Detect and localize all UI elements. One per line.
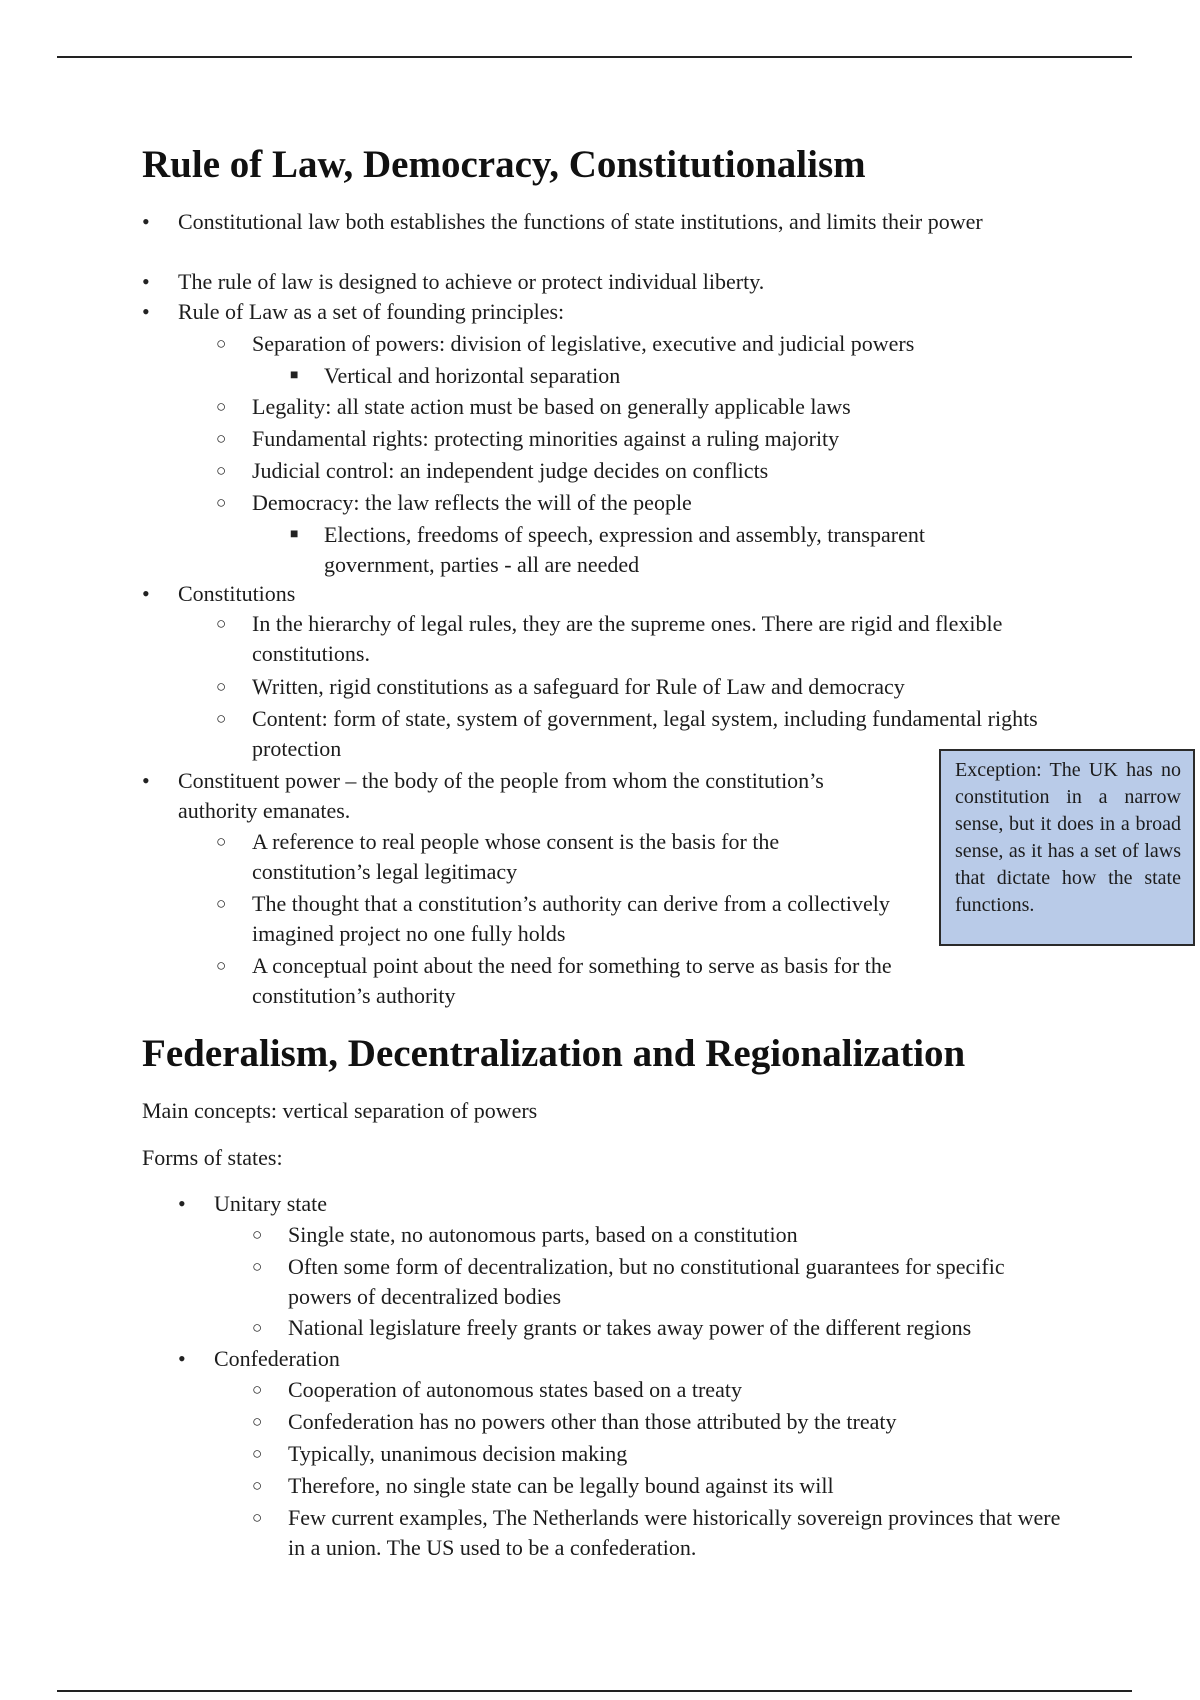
circle-marker: ○ [252, 1257, 263, 1276]
list-item: Confederation [214, 1346, 340, 1371]
circle-marker: ○ [252, 1508, 263, 1527]
list-item: Written, rigid constitutions as a safeguard for Rule of Law and democracy [252, 674, 905, 699]
section-title-rule-of-law: Rule of Law, Democracy, Constitutionalism [142, 143, 866, 186]
list-item: Often some form of decentralization, but no constitutional guarantees for specific powers of decentralized bodies [288, 1254, 1005, 1309]
list-item: Single state, no autonomous parts, based on a constitution [288, 1222, 798, 1247]
main-concepts-text: Main concepts: vertical separation of powers [142, 1098, 538, 1123]
square-marker: ■ [290, 527, 299, 542]
list-item: Therefore, no single state can be legally bound against its will [288, 1473, 834, 1498]
circle-marker: ○ [252, 1380, 263, 1399]
list-item: Fundamental rights: protecting minorities against a ruling majority [252, 426, 840, 451]
list-item: A reference to real people whose consent is the basis for the constitution’s legal legitimacy [252, 829, 780, 884]
list-item: In the hierarchy of legal rules, they are the supreme ones. There are rigid and flexible constitutions. [252, 611, 1003, 666]
footer-rule [57, 1690, 1132, 1692]
list-item: Content: form of state, system of government, legal system, including fundamental rights protection [252, 706, 1038, 761]
circle-marker: ○ [216, 334, 227, 353]
circle-marker: ○ [252, 1412, 263, 1431]
list-item: Judicial control: an independent judge decides on conflicts [252, 458, 769, 483]
exception-note-box: Exception: The UK has no constitution in a narrow sense, but it does in a broad sense, as it has a set of laws that dictate how the state functions. [939, 749, 1195, 946]
circle-marker: ○ [216, 956, 227, 975]
circle-marker: ○ [216, 429, 227, 448]
list-item: Constitutions [178, 581, 296, 606]
list-item: The rule of law is designed to achieve or protect individual liberty. [178, 269, 765, 294]
list-item: Vertical and horizontal separation [324, 363, 621, 388]
list-item: Constitutional law both establishes the functions of state institutions, and limits their power [178, 209, 983, 234]
list-item: Few current examples, The Netherlands were historically sovereign provinces that were in a union. The US used to be a confederation. [288, 1505, 1061, 1560]
circle-marker: ○ [216, 493, 227, 512]
bullet-marker: • [142, 209, 150, 234]
circle-marker: ○ [252, 1444, 263, 1463]
list-item: Unitary state [214, 1191, 328, 1216]
list-item: Elections, freedoms of speech, expression and assembly, transparent government, parties - all are needed [324, 522, 925, 577]
circle-marker: ○ [252, 1225, 263, 1244]
list-item: Legality: all state action must be based on generally applicable laws [252, 394, 851, 419]
list-item: Separation of powers: division of legislative, executive and judicial powers [252, 331, 915, 356]
list-item: Typically, unanimous decision making [288, 1441, 628, 1466]
bullet-marker: • [142, 299, 150, 324]
bullet-marker: • [142, 581, 150, 606]
list-item: The thought that a constitution’s authority can derive from a collectively imagined project no one fully holds [252, 891, 890, 946]
bullet-marker: • [142, 269, 150, 294]
list-item: Rule of Law as a set of founding principles: [178, 299, 565, 324]
list-item: Confederation has no powers other than those attributed by the treaty [288, 1409, 897, 1434]
circle-marker: ○ [216, 832, 227, 851]
list-item: Constituent power – the body of the people from whom the constitution’s authority emanates. [178, 768, 824, 823]
circle-marker: ○ [216, 614, 227, 633]
circle-marker: ○ [216, 461, 227, 480]
list-item: Democracy: the law reflects the will of the people [252, 490, 692, 515]
circle-marker: ○ [216, 397, 227, 416]
list-item: A conceptual point about the need for something to serve as basis for the constitution’s authority [252, 953, 892, 1008]
bullet-marker: • [178, 1191, 186, 1216]
bullet-marker: • [142, 768, 150, 793]
circle-marker: ○ [216, 677, 227, 696]
circle-marker: ○ [216, 894, 227, 913]
bullet-marker: • [178, 1346, 186, 1371]
list-item: National legislature freely grants or takes away power of the different regions [288, 1315, 972, 1340]
square-marker: ■ [290, 368, 299, 383]
circle-marker: ○ [252, 1476, 263, 1495]
section-title-federalism: Federalism, Decentralization and Regionalization [142, 1032, 966, 1075]
circle-marker: ○ [216, 709, 227, 728]
forms-intro-text: Forms of states: [142, 1145, 283, 1170]
list-item: Cooperation of autonomous states based on a treaty [288, 1377, 742, 1402]
circle-marker: ○ [252, 1318, 263, 1337]
